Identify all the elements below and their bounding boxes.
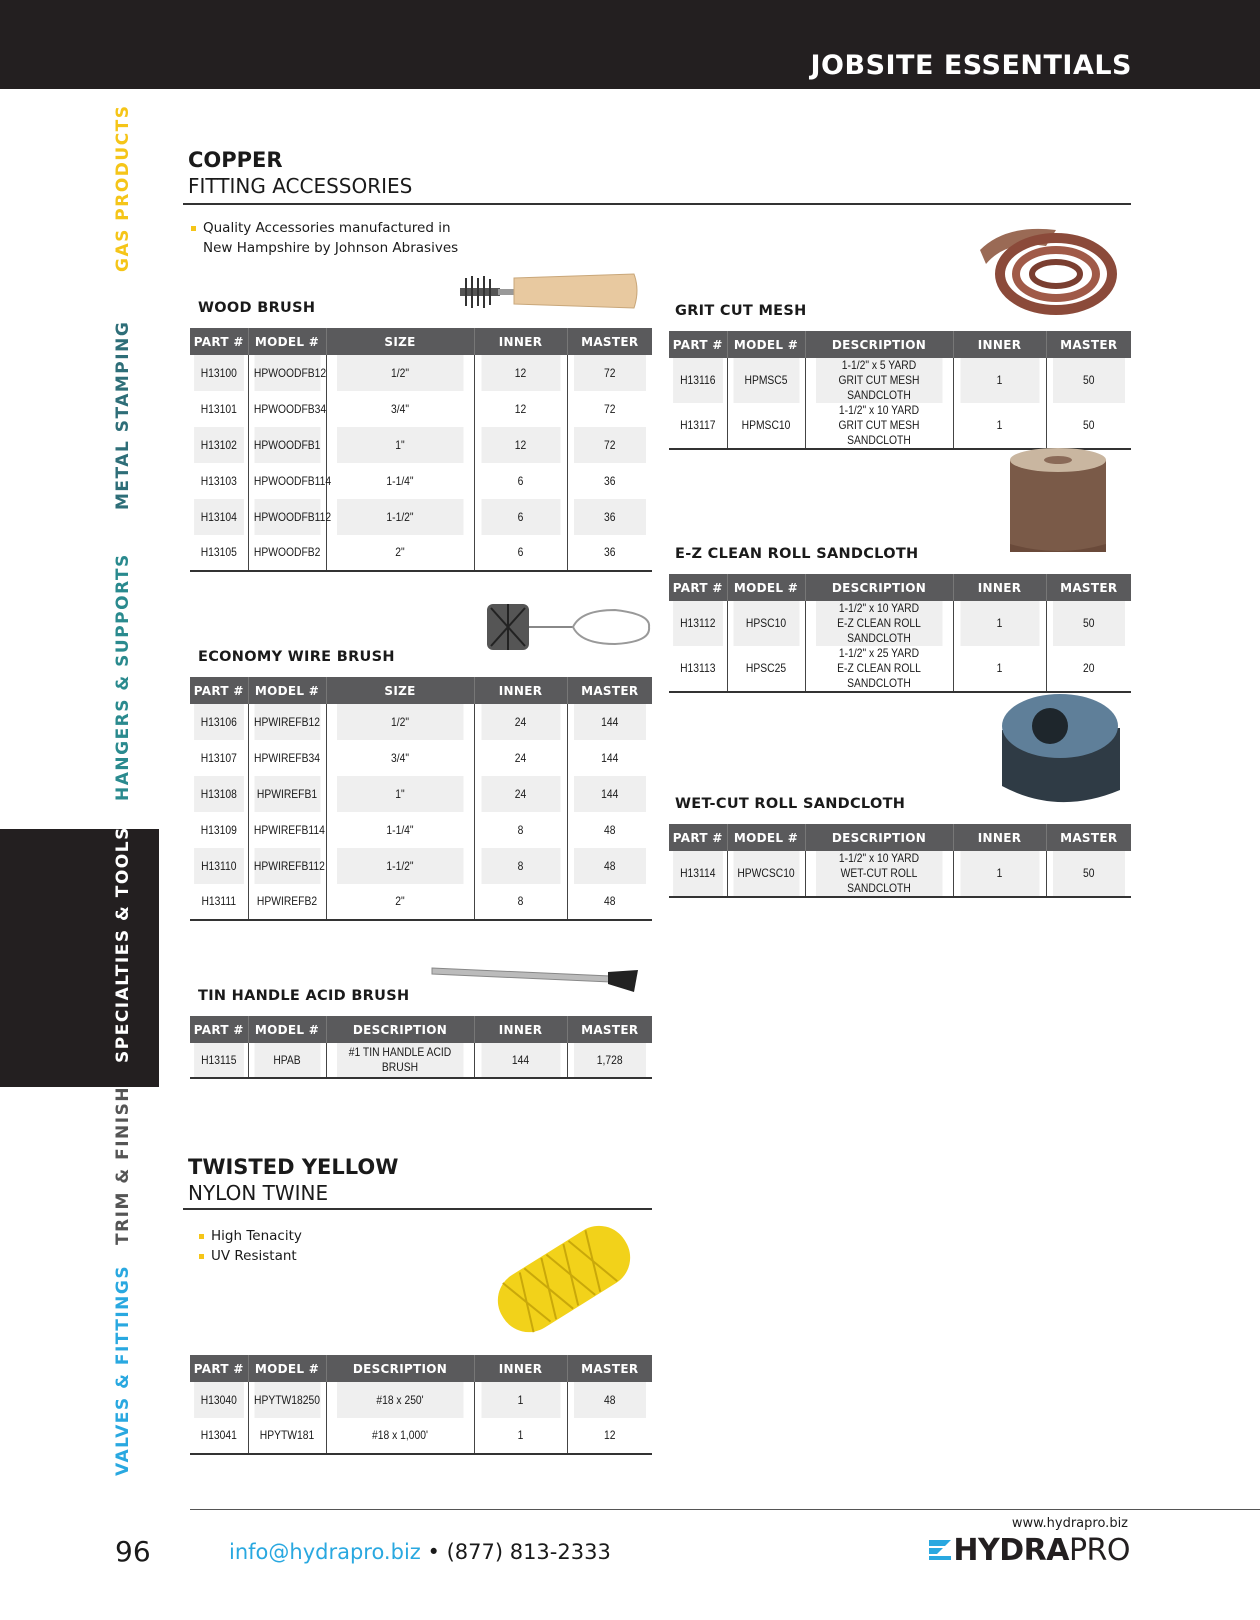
twine-spool-image [480,1218,648,1340]
table-cell: HPMSC10 [732,403,799,449]
column-header: DESCRIPTION [805,574,953,601]
table-header-row [190,328,652,355]
table-cell: 1-1/2" x 10 YARD WET-CUT ROLL SANDCLOTH [815,851,942,897]
table-row [190,776,652,812]
column-header: DESCRIPTION [805,824,953,851]
table-cell: #18 x 250' [336,1382,463,1418]
table-row [190,1418,652,1454]
table-row [190,499,652,535]
column-header: MODEL # [727,824,805,851]
column-header: PART # [669,331,727,358]
table-cell: HPWOODFB34 [253,391,320,427]
table-cell: 1-1/4" [336,463,463,499]
column-header: MODEL # [727,331,805,358]
table-cell: HPWOODFB1 [253,427,320,463]
table-cell: 2" [336,535,463,571]
table-cell: #1 TIN HANDLE ACID BRUSH [336,1043,463,1078]
copper-bullet [188,218,458,258]
ez-clean-table [669,574,1131,693]
table-cell: HPMSC5 [732,358,799,403]
sidebar-tab-metal-stamping[interactable]: METAL STAMPING [113,320,133,510]
table-cell: 1 [960,601,1040,646]
column-header: PART # [669,574,727,601]
table-cell: H13111 [201,894,237,908]
table-cell: HPWIREFB34 [253,740,320,776]
copper-divider [183,203,1131,205]
twine-title-line1: TWISTED YELLOW [188,1155,399,1179]
table-cell: 1/2" [336,704,463,740]
table-header-row [190,1016,652,1043]
column-header: MODEL # [727,574,805,601]
table-cell: 8 [481,884,561,920]
table-cell: 12 [481,427,561,463]
contact-line [229,1540,611,1564]
table-cell: 2" [336,884,463,920]
sidebar-tab-specialties-tools[interactable]: SPECIALTIES & TOOLS [113,826,133,1063]
column-header: PART # [190,677,248,704]
website-link[interactable]: www.hydrapro.biz [1011,1516,1128,1531]
table-cell: 8 [481,848,561,884]
table-header-row [190,677,652,704]
table-cell: 50 [1052,358,1125,403]
table-cell: 144 [573,776,646,812]
table-header-row [669,331,1131,358]
ez-clean-roll-image [1006,446,1110,558]
twine-title-line2: NYLON TWINE [188,1181,329,1205]
table-row [669,646,1131,692]
wire-brush-table [190,677,652,921]
column-header: MASTER [567,1355,652,1382]
column-header: MASTER [567,1016,652,1043]
acid-brush-title: TIN HANDLE ACID BRUSH [198,988,410,1004]
table-cell: 1-1/2" x 10 YARD GRIT CUT MESH SANDCLOTH [815,403,942,449]
hydrapro-logo-icon [927,1538,953,1562]
table-cell: 72 [573,391,646,427]
table-row [190,391,652,427]
copper-bullet-text-1: Quality Accessories manufactured in [203,220,451,236]
table-cell: HPAB [253,1043,320,1078]
wet-cut-roll-image [998,690,1124,812]
table-cell: 12 [481,355,561,391]
table-cell: 1" [336,776,463,812]
table-cell: H13040 [194,1382,244,1418]
column-header: MASTER [1046,331,1131,358]
table-cell: 1 [481,1418,561,1454]
table-header-row [669,574,1131,601]
column-header: MODEL # [248,1355,326,1382]
table-cell: 1/2" [336,355,463,391]
table-cell: HPYTW181 [253,1418,320,1454]
contact-separator: • [420,1540,447,1564]
table-cell: 36 [573,535,646,571]
table-cell: H13107 [200,750,237,765]
column-header: DESCRIPTION [326,1016,474,1043]
table-cell: 1-1/2" [336,848,463,884]
column-header: INNER [474,1016,567,1043]
table-cell: 50 [1052,851,1125,897]
sidebar-tab-trim-finish[interactable]: TRIM & FINISH [113,1085,133,1245]
column-header: PART # [669,824,727,851]
column-header: INNER [474,328,567,355]
table-cell: 3/4" [336,391,463,427]
table-row [669,358,1131,403]
column-header: INNER [953,331,1046,358]
table-cell: 1 [960,358,1040,403]
column-header: DESCRIPTION [805,331,953,358]
wood-brush-image [458,270,641,314]
header-bar [0,0,1260,89]
sidebar-tab-gas-products[interactable]: GAS PRODUCTS [113,104,133,272]
table-cell: 8 [481,812,561,848]
table-row [190,1382,652,1418]
table-cell: 144 [573,740,646,776]
table-cell: 1 [960,403,1040,449]
page-category-title: JOBSITE ESSENTIALS [810,50,1132,81]
table-cell: 1" [336,427,463,463]
twine-bullets [196,1226,302,1266]
table-cell: 1-1/2" x 10 YARD E-Z CLEAN ROLL SANDCLOTH [815,601,942,646]
table-row [190,704,652,740]
table-cell: H13113 [680,661,716,675]
table-row [190,535,652,571]
table-cell: 48 [573,1382,646,1418]
table-row [190,1043,652,1078]
table-cell: H13109 [200,822,237,837]
copper-title-line2: FITTING ACCESSORIES [188,174,413,198]
column-header: DESCRIPTION [326,1355,474,1382]
table-row [190,884,652,920]
table-header-row [669,824,1131,851]
table-cell: HPWOODFB112 [253,499,320,535]
table-cell: HPWIREFB12 [253,704,320,740]
table-cell: 1-1/2" [336,499,463,535]
logo-pro: PRO [1068,1533,1130,1568]
wet-cut-title: WET-CUT ROLL SANDCLOTH [675,796,906,812]
table-cell: H13116 [673,358,723,403]
table-cell: HPSC10 [732,601,799,646]
table-cell: 12 [573,1418,646,1454]
table-cell: 48 [573,884,646,920]
table-cell: HPWIREFB1 [253,776,320,812]
table-cell: 1,728 [573,1043,646,1078]
wood-brush-title: WOOD BRUSH [198,300,316,316]
table-cell: 48 [573,812,646,848]
table-row [669,601,1131,646]
table-cell: H13105 [200,545,237,559]
table-cell: H13115 [194,1043,244,1078]
table-cell: 24 [481,776,561,812]
table-row [190,848,652,884]
table-cell: H13100 [194,355,244,391]
table-cell: HPWOODFB2 [253,535,320,571]
phone-number: (877) 813-2333 [446,1540,611,1564]
table-cell: H13101 [200,401,237,416]
wet-cut-table [669,824,1131,898]
page-number: 96 [115,1535,151,1568]
grit-mesh-title: GRIT CUT MESH [675,303,807,319]
table-cell: HPWIREFB2 [253,884,320,920]
column-header: INNER [474,1355,567,1382]
footer-divider [190,1509,1260,1510]
table-cell: 36 [573,463,646,499]
table-cell: 24 [481,704,561,740]
column-header: MASTER [567,328,652,355]
table-cell: HPSC25 [732,646,799,692]
copper-section-heading [188,148,412,198]
copper-bullets [188,218,458,258]
column-header: MODEL # [248,677,326,704]
table-cell: H13117 [680,418,716,432]
table-cell: 6 [481,463,561,499]
table-cell: 1 [960,851,1040,897]
table-cell: H13103 [200,473,237,488]
table-cell: 144 [481,1043,561,1078]
acid-brush-table [190,1016,652,1079]
ez-clean-title: E-Z CLEAN ROLL SANDCLOTH [675,546,919,562]
table-cell: HPWOODFB114 [253,463,320,499]
column-header: SIZE [326,677,474,704]
table-row [669,851,1131,897]
copper-title-line1: COPPER [188,148,283,172]
column-header: INNER [474,677,567,704]
table-row [190,740,652,776]
table-cell: H13102 [194,427,244,463]
table-cell: HPWIREFB114 [253,812,320,848]
wood-brush-table [190,328,652,572]
column-header: PART # [190,1355,248,1382]
column-header: MODEL # [248,1016,326,1043]
table-cell: 1-1/2" x 5 YARD GRIT CUT MESH SANDCLOTH [815,358,942,403]
table-cell: H13106 [194,704,244,740]
table-cell: 50 [1052,601,1125,646]
table-cell: H13110 [194,848,244,884]
table-cell: 50 [1052,403,1125,449]
table-cell: 1-1/4" [336,812,463,848]
twine-bullet-1: High Tenacity [196,1226,302,1246]
table-cell: 72 [573,355,646,391]
table-header-row [190,1355,652,1382]
table-cell: 6 [481,499,561,535]
table-cell: HPYTW18250 [253,1382,320,1418]
column-header: INNER [953,574,1046,601]
column-header: SIZE [326,328,474,355]
table-cell: 24 [481,740,561,776]
wire-brush-title: ECONOMY WIRE BRUSH [198,649,395,665]
table-cell: 1 [960,646,1040,692]
table-cell: 72 [573,427,646,463]
email-link[interactable]: info@hydrapro.biz [229,1540,421,1564]
logo-hydra: HYDRA [953,1533,1069,1568]
table-cell: H13114 [673,851,723,897]
twine-bullet-2: UV Resistant [196,1246,302,1266]
twine-section-heading [188,1155,398,1205]
table-cell: 144 [573,704,646,740]
table-row [190,355,652,391]
twine-divider [183,1208,652,1210]
column-header: MASTER [567,677,652,704]
table-cell: HPWOODFB12 [253,355,320,391]
column-header: PART # [190,328,248,355]
table-row [190,427,652,463]
table-cell: H13112 [673,601,723,646]
column-header: MASTER [1046,574,1131,601]
twine-table [190,1355,652,1455]
grit-mesh-table [669,331,1131,450]
column-header: MODEL # [248,328,326,355]
column-header: MASTER [1046,824,1131,851]
sidebar-tab-valves-fittings[interactable]: VALVES & FITTINGS [113,1264,133,1476]
table-cell: 1 [481,1382,561,1418]
table-cell: 3/4" [336,740,463,776]
table-cell: 1-1/2" x 25 YARD E-Z CLEAN ROLL SANDCLOTH [815,646,942,692]
table-cell: H13108 [194,776,244,812]
column-header: INNER [953,824,1046,851]
copper-bullet-text-2: New Hampshire by Johnson Abrasives [203,240,459,256]
table-cell: #18 x 1,000' [336,1418,463,1454]
table-row [190,463,652,499]
table-cell: 36 [573,499,646,535]
table-row [669,403,1131,449]
sidebar-tab-hangers-supports[interactable]: HANGERS & SUPPORTS [113,553,133,801]
table-cell: 48 [573,848,646,884]
table-cell: 12 [481,391,561,427]
table-cell: HPWCSC10 [732,851,799,897]
table-cell: H13104 [194,499,244,535]
hydrapro-logo [927,1533,1130,1568]
grit-cut-mesh-image [976,224,1120,318]
table-cell: HPWIREFB112 [253,848,320,884]
table-row [190,812,652,848]
table-cell: 20 [1052,646,1125,692]
column-header: PART # [190,1016,248,1043]
acid-brush-image [430,962,640,996]
wire-brush-image [485,600,653,656]
table-cell: H13041 [200,1428,237,1442]
table-cell: 6 [481,535,561,571]
active-tab-background [0,829,159,1087]
